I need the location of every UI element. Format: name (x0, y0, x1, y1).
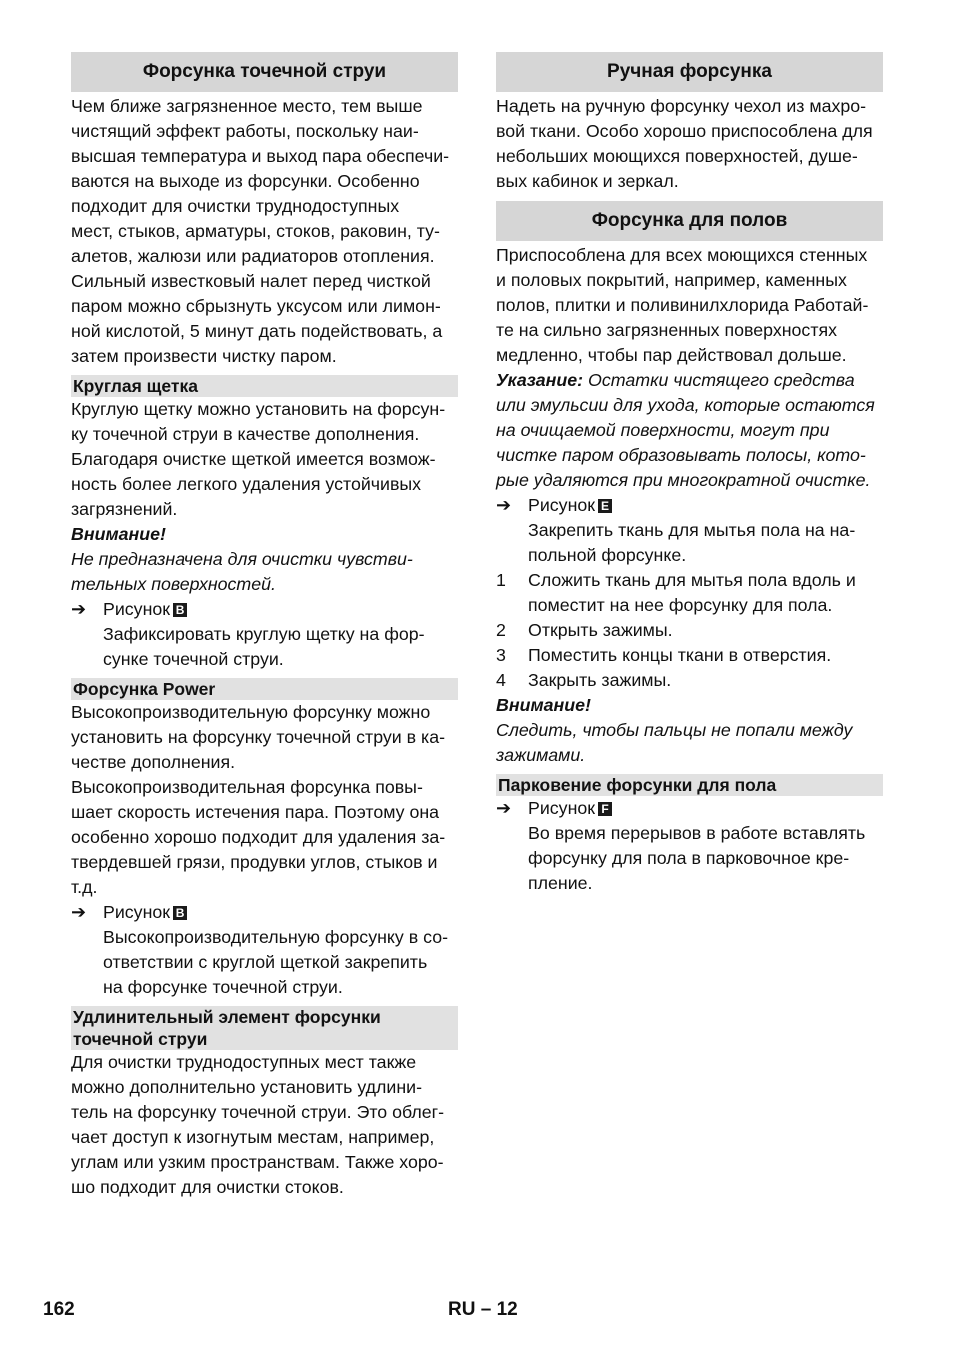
figure-letter-badge: B (173, 906, 187, 920)
arrow-right-icon: ➔ (71, 599, 86, 619)
subsection-heading-parking: Парковение форсунки для пола (496, 774, 883, 796)
subsection-heading-extension: Удлинительный элемент форсунки точечной струи (71, 1006, 458, 1050)
figure-letter-badge: F (598, 802, 612, 816)
list-item: 3 Поместить концы ткани в отверстия. (496, 643, 883, 668)
step-number: 1 (496, 570, 506, 590)
subsection-heading-power-nozzle: Форсунка Power (71, 678, 458, 700)
right-column (496, 52, 883, 896)
warning-text: Следить, чтобы пальцы не попали между зажимами. (496, 720, 853, 765)
section-heading-floor-nozzle: Форсунка для полов (496, 201, 883, 241)
page-locale-label: RU – 12 (448, 1299, 518, 1320)
warning-label: Внимание! (71, 524, 166, 544)
paragraph-spot-nozzle: Чем ближе загрязненное место, тем выше чистящий эффект работы, поскольку наи- высшая температура и выход пара обеспечи- ваются на выходе из форсунки. Особенно подходит для очистки труднодоступных мест, стыков, арматуры, стоков, раковин, ту- алетов, жалюзи или радиаторов отопления. Сильный известковый налет перед чисткой паром можно сбрызнуть уксусом или лимон- ной кислотой, 5 минут дать подействовать, а затем произвести чистку паром. (71, 96, 450, 366)
arrow-right-icon: ➔ (496, 798, 511, 818)
arrow-right-icon: ➔ (496, 495, 511, 515)
section-heading-hand-nozzle: Ручная форсунка (496, 52, 883, 92)
step-number: 4 (496, 670, 506, 690)
step-number: 3 (496, 645, 506, 665)
paragraph-hand-nozzle: Надеть на ручную форсунку чехол из махро- вой ткани. Особо хорошо приспособлена для небольших моющихся поверхностей, душе- вых кабинок и зеркал. (496, 96, 873, 191)
step-number: 2 (496, 620, 506, 640)
warning-text: Не предназначена для очистки чувстви- тельных поверхностей. (71, 549, 413, 594)
arrow-right-icon: ➔ (71, 902, 86, 922)
subsection-heading-round-brush: Круглая щетка (71, 375, 458, 397)
paragraph-floor-nozzle: Приспособлена для всех моющихся стенных и половых покрытий, например, каменных полов, плитки и поливинилхлорида Работай- те на сильно загрязненных поверхностях медленно, чтобы пар действовал дольше. (496, 245, 869, 365)
list-item: 2 Открыть зажимы. (496, 618, 883, 643)
list-item: 1 Сложить ткань для мытья пола вдоль и поместит на нее форсунку для пола. (496, 568, 883, 618)
figure-reference: ➔ Рисунок B Зафиксировать круглую щетку на фор- сунке точечной струи. (71, 597, 458, 672)
warning-label: Внимание! (496, 695, 591, 715)
left-column (71, 52, 458, 1200)
figure-letter-badge: B (173, 603, 187, 617)
paragraph-power-nozzle-2: Высокопроизводительная форсунка повы- шает скорость истечения пара. Поэтому она особенно хорошо подходит для удаления за- твердевшей грязи, продувки углов, стыков и т.д. (71, 777, 446, 897)
page-number: 162 (43, 1299, 75, 1320)
note-text: Указание: Остатки чистящего средства или эмульсии для ухода, которые остаются на очищаемой поверхности, могут при чистке паром образовывать полосы, кото- рые удаляются при многократной очистке. (496, 370, 875, 490)
paragraph-round-brush: Круглую щетку можно установить на форсун- ку точечной струи в качестве дополнения. Благодаря очистке щеткой имеется возмож- ность более легкого удаления устойчивых загрязнений. (71, 399, 446, 519)
list-item: 4 Закрыть зажимы. (496, 668, 883, 693)
figure-reference: ➔ Рисунок E Закрепить ткань для мытья пола на на- польной форсунке. (496, 493, 883, 568)
paragraph-extension: Для очистки труднодоступных мест также можно дополнительно установить удлини- тель на форсунку точечной струи. Это облег- чает доступ к изогнутым местам, например, углам или узким пространствам. Также хоро- шо подходит для очистки стоков. (71, 1052, 445, 1197)
figure-reference: ➔ Рисунок B Высокопроизводительную форсунку в со- ответствии с круглой щеткой закрепить на форсунке точечной струи. (71, 900, 458, 1000)
section-heading-spot-nozzle: Форсунка точечной струи (71, 52, 458, 92)
figure-reference: ➔ Рисунок F Во время перерывов в работе вставлять форсунку для пола в парковочное кре- пление. (496, 796, 883, 896)
paragraph-power-nozzle-1: Высокопроизводительную форсунку можно установить на форсунку точечной струи в ка- честве дополнения. (71, 702, 446, 772)
note-label: Указание: (496, 370, 584, 390)
figure-letter-badge: E (598, 499, 612, 513)
